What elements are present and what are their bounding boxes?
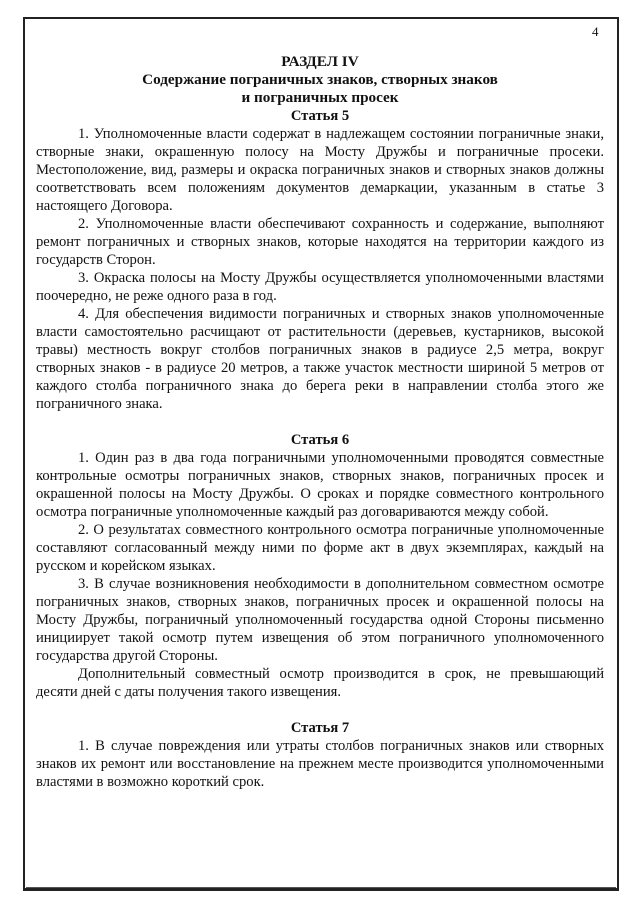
article-5-paragraph-3: 3. Окраска полосы на Мосту Дружбы осуществляется уполномоченными властями поочередно, не реже одного раза в год. [36,270,604,304]
section-subtitle-line-2: и пограничных просек [241,89,399,106]
article-5-paragraph-4: 4. Для обеспечения видимости пограничных и створных знаков уполномоченные власти самостоятельно расчищают от растительности (деревьев, кустарников, высокой травы) местность вокруг столбов пограничных знаков в радиусе 2,5 метра, вокруг створных знаков - в радиусе 20 метров, а также участок местности шириной 5 метров от каждого столба пограничного знака до берега реки в направлении столба этого же пограничного знака. [36,306,604,412]
document-body [36,53,604,791]
article-6-paragraph-4: Дополнительный совместный осмотр производится в срок, не превышающий десяти дней с даты получения такого извещения. [36,666,604,700]
article-5-paragraph-2: 2. Уполномоченные власти обеспечивают сохранность и содержание, выполняют ремонт пограничных и створных знаков, которые находятся на территории каждого из государств Сторон. [36,216,604,268]
section-title: РАЗДЕЛ IV [281,53,359,70]
article-7-paragraph-1: 1. В случае повреждения или утраты столбов пограничных знаков или створных знаков их ремонт или восстановление на прежнем месте производится уполномоченными властями в возможно короткий срок. [36,738,604,790]
article-7-title: Статья 7 [290,720,350,736]
article-6-paragraph-2: 2. О результатах совместного контрольного осмотра пограничные уполномоченные составляют согласованный между ними по форме акт в двух экземплярах, каждый на русском и корейском языках. [36,522,604,574]
article-5-paragraph-1: 1. Уполномоченные власти содержат в надлежащем состоянии пограничные знаки, створные знаки, окрашенную полосу на Мосту Дружбы и пограничные просеки. Местоположение, вид, размеры и окраска пограничных знаков и створных знаков должны соответствовать всем положениям документов демаркации, указанным в статье 3 настоящего Договора. [36,126,604,214]
article-6-paragraph-1: 1. Один раз в два года пограничными уполномоченными проводятся совместные контрольные осмотры пограничных знаков, створных знаков, пограничных просек и окрашенной полосы на Мосту Дружбы. О сроках и порядке совместного контрольного осмотра пограничные уполномоченные каждый раз договариваются между собой. [36,450,604,520]
page-number: 4 [592,24,599,39]
article-5-title: Статья 5 [290,108,350,124]
article-6-paragraph-3: 3. В случае возникновения необходимости в дополнительном совместном осмотре пограничных знаков, створных знаков, пограничных просек и окрашенной полосы на Мосту Дружбы, пограничный уполномоченный государства одной Стороны письменно инициирует такой осмотр путем извещения об этом пограничного уполномоченного государства другой Стороны. [36,576,604,664]
article-6-title: Статья 6 [290,432,350,448]
section-subtitle-line-1: Содержание пограничных знаков, створных знаков [142,71,498,88]
